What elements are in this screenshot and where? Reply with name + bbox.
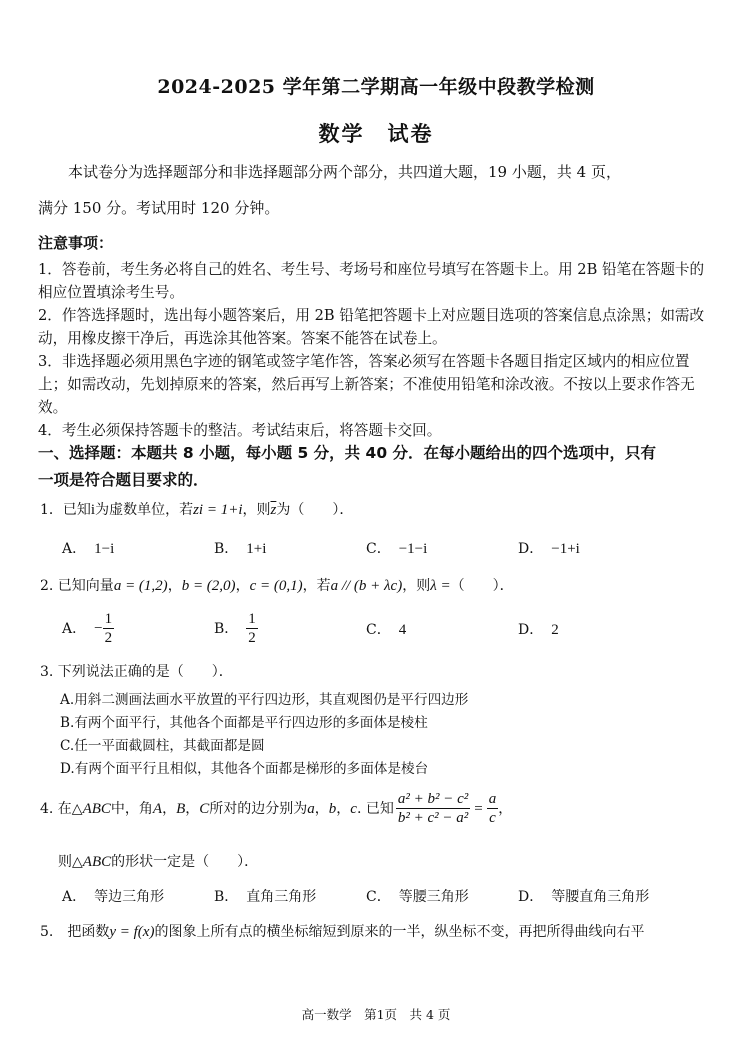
option-c: C． 4: [366, 621, 407, 638]
note-item-4: 4．考生必须保持答题卡的整洁。考试结束后，将答题卡交回。: [38, 422, 442, 439]
intro-line-1: 本试卷分为选择题部分和非选择题部分两个部分，共四道大题，19 小题，共 4 页，: [68, 163, 621, 181]
option-b: B． 直角三角形: [214, 889, 317, 905]
q4-fraction: $\frac{\text{a² + b² − c²}}{\text{b² + c² − a²}}$: [397, 791, 469, 826]
option-b: B． $\frac{1}{2}$: [214, 611, 256, 646]
question-2-stem: 2. 已知向量a = (1,2)，b = (2,0)，c = (0,1)，若a // (b + λc)，则λ =（ ）．: [40, 578, 514, 594]
page-footer: 高一数学 第1页 共 4 页: [301, 1007, 451, 1022]
option-c: C． −1−i: [366, 541, 428, 557]
z-conjugate: $\overline{z}$: [270, 502, 277, 518]
option-a: A． 1−i: [62, 541, 115, 557]
option-d: D． −1+i: [518, 541, 580, 557]
statement-a: A.用斜二测画法画水平放置的平行四边形，其直观图仍是平行四边形: [60, 692, 469, 708]
statement-d: D.有两个面平行且相似，其他各个面都是梯形的多面体是棱台: [60, 761, 429, 777]
option-d: D． 等腰直角三角形: [518, 889, 650, 905]
note-item-1: 1．答卷前，考生务必将自己的姓名、考生号、考场号和座位号填写在答题卡上。用 2B 铅笔在答题卡的相应位置填涂考生号。: [38, 261, 705, 301]
question-1-stem: 1．已知i为虚数单位，若zi = 1+i，则$\overline{z}$为（ ）．: [40, 502, 354, 518]
intro-line-2: 满分 150 分。考试用时 120 分钟。: [38, 199, 280, 217]
notes-heading: 注意事项：: [38, 234, 114, 252]
statement-b: B.有两个面平行，其他各个面都是平行四边形的多面体是棱柱: [60, 715, 428, 731]
option-b: B． 1+i: [214, 541, 267, 557]
question-3-stem: 3. 下列说法正确的是（ ）．: [40, 664, 233, 680]
statement-c: C.任一平面截圆柱，其截面都是圆: [60, 738, 265, 754]
exam-title: 2024-2025 学年第二学期高一年级中段教学检测: [157, 76, 595, 98]
question-4-stem: 4. 在△ ABC 中，角 A ， B ， C 所对的边分别为 a ， b ， c . 已知 $\frac{\text{a² + b² − c²}}{\text{b² + c² − a²}}$ = $\frac{a}{c}$ ，: [40, 791, 513, 826]
q1-equation: zi = 1+i: [193, 502, 243, 518]
note-item-3: 3．非选择题必须用黑色字迹的钢笔或签字笔作答，答案必须写在答题卡各题目指定区域内的相应位置上；如需改动，先划掉原来的答案，然后再写上新答案；不准使用铅笔和涂改液。不按以上要求作答无效。: [38, 353, 695, 416]
question-4-options: [62, 886, 722, 906]
question-5-stem: 5. 把函数y = f(x)的图象上所有点的横坐标缩短到原来的一半，纵坐标不变，再把所得曲线向右平: [40, 924, 645, 940]
option-a: A． 等边三角形: [62, 889, 165, 905]
option-d: D． 2: [518, 621, 559, 638]
exam-subtitle: 数学 试卷: [318, 121, 434, 146]
option-c: C． 等腰三角形: [366, 889, 469, 905]
section-1-line-1: 一、选择题：本题共 8 小题，每小题 5 分，共 40 分．在每小题给出的四个选项中，只有: [38, 444, 657, 462]
note-item-2: 2．作答选择题时，选出每小题答案后，用 2B 铅笔把答题卡上对应题目选项的答案信息点涂黑；如需改动，用橡皮擦干净后，再选涂其他答案。答案不能答在试卷上。: [38, 307, 705, 347]
question-2-options: [62, 610, 722, 647]
option-a: A． − $\frac{1}{2}$: [62, 611, 113, 646]
section-1-line-2: 一项是符合题目要求的．: [38, 471, 209, 489]
question-4-line-2: 则△ABC的形状一定是（ ）．: [58, 854, 259, 870]
question-1-options: [62, 538, 722, 558]
